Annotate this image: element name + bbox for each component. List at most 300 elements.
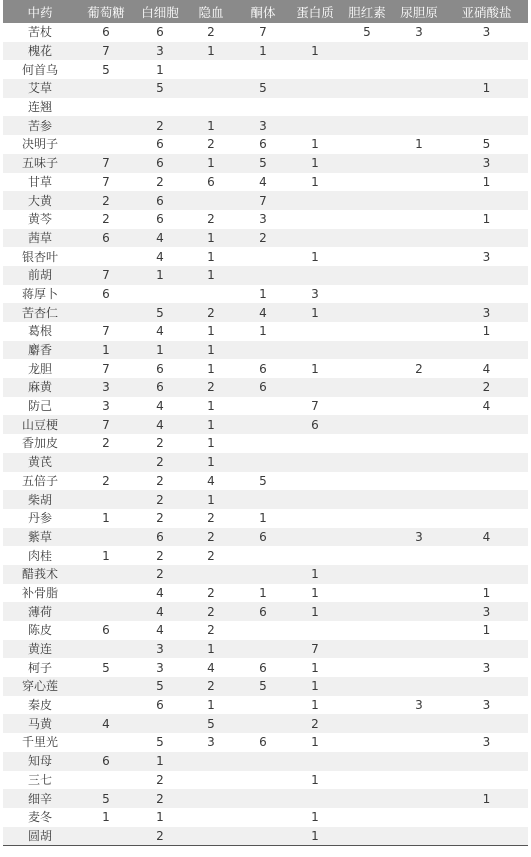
value-cell: 6: [156, 361, 164, 376]
value-cell: [445, 98, 528, 117]
table-row: [3, 602, 528, 621]
value-cell: [445, 266, 528, 285]
herb-name-cell: 茜草: [27, 230, 52, 245]
value-cell: 1: [311, 698, 319, 713]
value-cell: 3: [415, 25, 423, 40]
value-cell: [237, 546, 289, 565]
herb-urinalysis-table: [3, 0, 528, 846]
value-cell: 1: [311, 156, 319, 171]
table-row: [3, 528, 528, 547]
table-row: [3, 696, 528, 715]
value-cell: 1: [207, 118, 215, 133]
value-cell: 2: [156, 567, 164, 582]
value-cell: [289, 453, 341, 472]
value-cell: 4: [482, 529, 491, 544]
value-cell: [445, 490, 528, 509]
value-cell: 3: [482, 249, 491, 264]
column-header: 酮体: [250, 4, 276, 20]
value-cell: [393, 154, 445, 173]
value-cell: [185, 98, 237, 117]
value-cell: [341, 434, 393, 453]
value-cell: [341, 285, 393, 304]
value-cell: 1: [259, 585, 267, 600]
value-cell: [77, 733, 135, 752]
value-cell: [393, 640, 445, 659]
value-cell: [393, 453, 445, 472]
value-cell: [445, 640, 528, 659]
value-cell: [77, 827, 135, 846]
table-row: [3, 677, 528, 696]
value-cell: 2: [102, 212, 110, 227]
value-cell: 5: [156, 679, 164, 694]
value-cell: [185, 79, 237, 98]
value-cell: 6: [156, 380, 164, 395]
value-cell: 3: [482, 698, 491, 713]
value-cell: [237, 621, 289, 640]
value-cell: 1: [207, 343, 215, 358]
value-cell: [445, 546, 528, 565]
value-cell: 3: [102, 380, 110, 395]
value-cell: 5: [156, 735, 164, 750]
value-cell: [185, 771, 237, 790]
value-cell: 7: [311, 642, 319, 657]
table-row: [3, 247, 528, 266]
table-row: [3, 23, 528, 42]
table-row: [3, 303, 528, 322]
value-cell: 3: [482, 305, 491, 320]
value-cell: 1: [156, 810, 164, 825]
value-cell: [77, 135, 135, 154]
value-cell: [341, 453, 393, 472]
data-table-container: [3, 0, 528, 846]
value-cell: [341, 266, 393, 285]
value-cell: [341, 247, 393, 266]
herb-name-cell: 蒋厚卜: [21, 286, 58, 301]
value-cell: 6: [102, 230, 110, 245]
value-cell: 4: [207, 473, 215, 488]
column-header: 蛋白质: [296, 4, 334, 20]
value-cell: [237, 415, 289, 434]
value-cell: [393, 415, 445, 434]
value-cell: 6: [156, 193, 164, 208]
value-cell: [341, 621, 393, 640]
value-cell: [393, 322, 445, 341]
value-cell: 1: [207, 492, 215, 507]
value-cell: [237, 827, 289, 846]
table-row: [3, 116, 528, 135]
value-cell: [289, 378, 341, 397]
value-cell: [393, 378, 445, 397]
value-cell: 5: [156, 305, 164, 320]
column-header: 隐血: [198, 4, 224, 20]
value-cell: 1: [311, 735, 319, 750]
value-cell: [341, 42, 393, 61]
value-cell: 1: [207, 156, 215, 171]
value-cell: [77, 677, 135, 696]
value-cell: [341, 771, 393, 790]
value-cell: 2: [207, 679, 215, 694]
value-cell: [185, 285, 237, 304]
value-cell: 2: [207, 212, 215, 227]
herb-name-cell: 大黄: [27, 193, 52, 208]
herb-name-cell: 肉桂: [27, 548, 52, 563]
table-row: [3, 60, 528, 79]
value-cell: 1: [482, 585, 491, 600]
value-cell: [237, 98, 289, 117]
herb-name-cell: 黄芩: [27, 212, 52, 227]
column-header: 亚硝酸盐: [461, 4, 512, 20]
value-cell: 1: [311, 810, 319, 825]
value-cell: [341, 322, 393, 341]
herb-name-cell: 柯子: [27, 660, 52, 675]
value-cell: 7: [102, 174, 110, 189]
value-cell: [77, 771, 135, 790]
value-cell: 2: [102, 193, 110, 208]
value-cell: [341, 173, 393, 192]
column-header: 尿胆原: [400, 4, 438, 20]
value-cell: [341, 378, 393, 397]
value-cell: 2: [156, 118, 164, 133]
table-row: [3, 771, 528, 790]
table-row: [3, 621, 528, 640]
column-header: 中药: [27, 4, 53, 20]
value-cell: [77, 696, 135, 715]
value-cell: [237, 565, 289, 584]
value-cell: [237, 60, 289, 79]
value-cell: 6: [102, 25, 110, 40]
value-cell: 3: [156, 660, 164, 675]
table-row: [3, 546, 528, 565]
value-cell: [393, 714, 445, 733]
value-cell: 1: [311, 137, 319, 152]
herb-name-cell: 千里光: [21, 735, 58, 750]
value-cell: 1: [156, 62, 164, 77]
herb-name-cell: 圆胡: [3, 827, 77, 846]
value-cell: [341, 415, 393, 434]
value-cell: 4: [259, 305, 267, 320]
value-cell: [341, 210, 393, 229]
value-cell: 2: [207, 604, 215, 619]
value-cell: 4: [259, 174, 267, 189]
herb-name-cell: 苦参: [27, 118, 52, 133]
value-cell: 5: [102, 791, 110, 806]
value-cell: 3: [415, 698, 423, 713]
value-cell: [445, 285, 528, 304]
value-cell: [341, 397, 393, 416]
value-cell: [341, 658, 393, 677]
value-cell: 3: [415, 529, 423, 544]
table-row: [3, 808, 528, 827]
value-cell: [289, 191, 341, 210]
table-row: [3, 453, 528, 472]
value-cell: [185, 752, 237, 771]
value-cell: 6: [156, 137, 164, 152]
value-cell: 1: [102, 343, 110, 358]
value-cell: 6: [259, 604, 267, 619]
value-cell: [289, 229, 341, 248]
herb-name-cell: 秦皮: [27, 698, 52, 713]
value-cell: 6: [156, 156, 164, 171]
value-cell: 1: [207, 642, 215, 657]
table-row: [3, 359, 528, 378]
value-cell: 5: [259, 156, 267, 171]
value-cell: 4: [156, 249, 164, 264]
value-cell: [393, 42, 445, 61]
table-row: [3, 191, 528, 210]
value-cell: 2: [482, 380, 491, 395]
value-cell: 1: [482, 791, 491, 806]
value-cell: 1: [311, 44, 319, 59]
herb-name-cell: 补骨脂: [21, 585, 58, 600]
value-cell: [289, 79, 341, 98]
value-cell: [341, 677, 393, 696]
table-row: [3, 229, 528, 248]
value-cell: 3: [482, 156, 491, 171]
value-cell: 1: [415, 137, 423, 152]
value-cell: [341, 359, 393, 378]
value-cell: [341, 303, 393, 322]
value-cell: 1: [156, 754, 164, 769]
value-cell: 4: [156, 417, 164, 432]
value-cell: 6: [259, 529, 267, 544]
value-cell: 2: [156, 548, 164, 563]
header-row: [3, 0, 528, 23]
herb-name-cell: 麝香: [27, 343, 52, 358]
value-cell: [341, 509, 393, 528]
value-cell: [289, 98, 341, 117]
table-row: [3, 509, 528, 528]
value-cell: [393, 173, 445, 192]
value-cell: [445, 415, 528, 434]
table-row: [3, 565, 528, 584]
value-cell: [289, 490, 341, 509]
value-cell: 1: [311, 660, 319, 675]
value-cell: [445, 677, 528, 696]
value-cell: [289, 509, 341, 528]
value-cell: [393, 789, 445, 808]
herb-name-cell: 丹参: [27, 511, 52, 526]
value-cell: 6: [102, 623, 110, 638]
value-cell: 1: [311, 679, 319, 694]
value-cell: [393, 79, 445, 98]
column-header: 葡萄糖: [87, 4, 125, 20]
value-cell: 6: [259, 660, 267, 675]
value-cell: 1: [289, 827, 341, 846]
herb-name-cell: 连翘: [27, 100, 52, 115]
value-cell: 4: [156, 604, 164, 619]
herb-name-cell: 槐花: [27, 44, 52, 59]
value-cell: [445, 771, 528, 790]
herb-name-cell: 防己: [27, 399, 52, 414]
value-cell: [393, 285, 445, 304]
table-row: [3, 98, 528, 117]
herb-name-cell: 陈皮: [27, 623, 52, 638]
value-cell: 7: [259, 25, 267, 40]
value-cell: [445, 509, 528, 528]
value-cell: 2: [207, 511, 215, 526]
table-row: [3, 490, 528, 509]
value-cell: 4: [482, 399, 491, 414]
value-cell: [289, 116, 341, 135]
value-cell: 1: [207, 324, 215, 339]
value-cell: [289, 752, 341, 771]
value-cell: [289, 546, 341, 565]
value-cell: 1: [311, 567, 319, 582]
value-cell: [445, 229, 528, 248]
value-cell: [393, 341, 445, 360]
value-cell: [185, 789, 237, 808]
value-cell: [341, 490, 393, 509]
column-header: 胆红素: [348, 4, 386, 20]
value-cell: [393, 602, 445, 621]
value-cell: [77, 247, 135, 266]
value-cell: [341, 191, 393, 210]
value-cell: 5: [259, 473, 267, 488]
value-cell: [77, 565, 135, 584]
herb-name-cell: 苦杏仁: [21, 305, 58, 320]
value-cell: [393, 490, 445, 509]
value-cell: 4: [156, 585, 164, 600]
value-cell: 2: [135, 827, 185, 846]
value-cell: [237, 434, 289, 453]
value-cell: [237, 490, 289, 509]
value-cell: 1: [259, 511, 267, 526]
value-cell: 6: [311, 417, 319, 432]
value-cell: [289, 341, 341, 360]
value-cell: [393, 229, 445, 248]
value-cell: [289, 60, 341, 79]
value-cell: [77, 303, 135, 322]
value-cell: 2: [156, 772, 164, 787]
value-cell: 7: [311, 399, 319, 414]
value-cell: 1: [156, 343, 164, 358]
value-cell: [393, 266, 445, 285]
herb-name-cell: 马黄: [27, 716, 52, 731]
herb-name-cell: 麦冬: [27, 810, 52, 825]
value-cell: [393, 733, 445, 752]
value-cell: 1: [207, 698, 215, 713]
table-row: [3, 714, 528, 733]
value-cell: 1: [207, 436, 215, 451]
value-cell: 6: [156, 25, 164, 40]
value-cell: 1: [311, 585, 319, 600]
value-cell: 1: [259, 286, 267, 301]
value-cell: [237, 696, 289, 715]
value-cell: 3: [311, 286, 319, 301]
table-row: [3, 322, 528, 341]
value-cell: [445, 752, 528, 771]
value-cell: 2: [259, 230, 267, 245]
value-cell: [341, 546, 393, 565]
value-cell: 1: [207, 268, 215, 283]
value-cell: [393, 658, 445, 677]
value-cell: [237, 771, 289, 790]
value-cell: 2: [156, 436, 164, 451]
table-row: [3, 827, 528, 846]
value-cell: 6: [102, 754, 110, 769]
value-cell: 1: [207, 361, 215, 376]
value-cell: 1: [207, 44, 215, 59]
value-cell: [237, 453, 289, 472]
value-cell: [237, 752, 289, 771]
value-cell: 7: [102, 361, 110, 376]
value-cell: [393, 771, 445, 790]
value-cell: 1: [311, 305, 319, 320]
value-cell: 1: [207, 249, 215, 264]
value-cell: [341, 584, 393, 603]
value-cell: [341, 827, 393, 846]
value-cell: [393, 808, 445, 827]
value-cell: [393, 397, 445, 416]
value-cell: 6: [259, 380, 267, 395]
value-cell: [445, 434, 528, 453]
herb-name-cell: 薄荷: [27, 604, 52, 619]
table-row: [3, 79, 528, 98]
table-row: [3, 154, 528, 173]
table-row: [3, 584, 528, 603]
herb-name-cell: 穿心莲: [21, 679, 58, 694]
value-cell: [237, 247, 289, 266]
value-cell: [77, 584, 135, 603]
value-cell: 3: [102, 399, 110, 414]
value-cell: [77, 79, 135, 98]
table-row: [3, 285, 528, 304]
value-cell: [289, 434, 341, 453]
value-cell: [341, 696, 393, 715]
value-cell: 2: [156, 473, 164, 488]
value-cell: [237, 266, 289, 285]
value-cell: 4: [156, 230, 164, 245]
value-cell: 3: [156, 44, 164, 59]
value-cell: [237, 397, 289, 416]
table-body: [3, 23, 528, 846]
value-cell: 4: [156, 399, 164, 414]
value-cell: 5: [102, 660, 110, 675]
value-cell: [393, 546, 445, 565]
value-cell: [341, 733, 393, 752]
table-row: [3, 135, 528, 154]
value-cell: [289, 210, 341, 229]
value-cell: 6: [259, 735, 267, 750]
value-cell: [237, 341, 289, 360]
value-cell: 2: [207, 623, 215, 638]
value-cell: 5: [156, 81, 164, 96]
value-cell: 3: [482, 660, 491, 675]
value-cell: 3: [207, 735, 215, 750]
value-cell: [185, 565, 237, 584]
value-cell: 3: [259, 118, 267, 133]
herb-name-cell: 前胡: [27, 268, 52, 283]
value-cell: [77, 640, 135, 659]
value-cell: 2: [311, 716, 319, 731]
table-row: [3, 341, 528, 360]
value-cell: [393, 584, 445, 603]
table-header: [3, 0, 528, 23]
value-cell: [393, 827, 445, 846]
value-cell: 1: [311, 174, 319, 189]
value-cell: 1: [102, 548, 110, 563]
value-cell: [341, 79, 393, 98]
value-cell: [341, 789, 393, 808]
value-cell: [289, 528, 341, 547]
value-cell: [341, 565, 393, 584]
value-cell: 5: [363, 25, 371, 40]
herb-name-cell: 决明子: [21, 137, 58, 152]
value-cell: [289, 621, 341, 640]
value-cell: [393, 677, 445, 696]
value-cell: 7: [102, 324, 110, 339]
value-cell: 6: [156, 212, 164, 227]
